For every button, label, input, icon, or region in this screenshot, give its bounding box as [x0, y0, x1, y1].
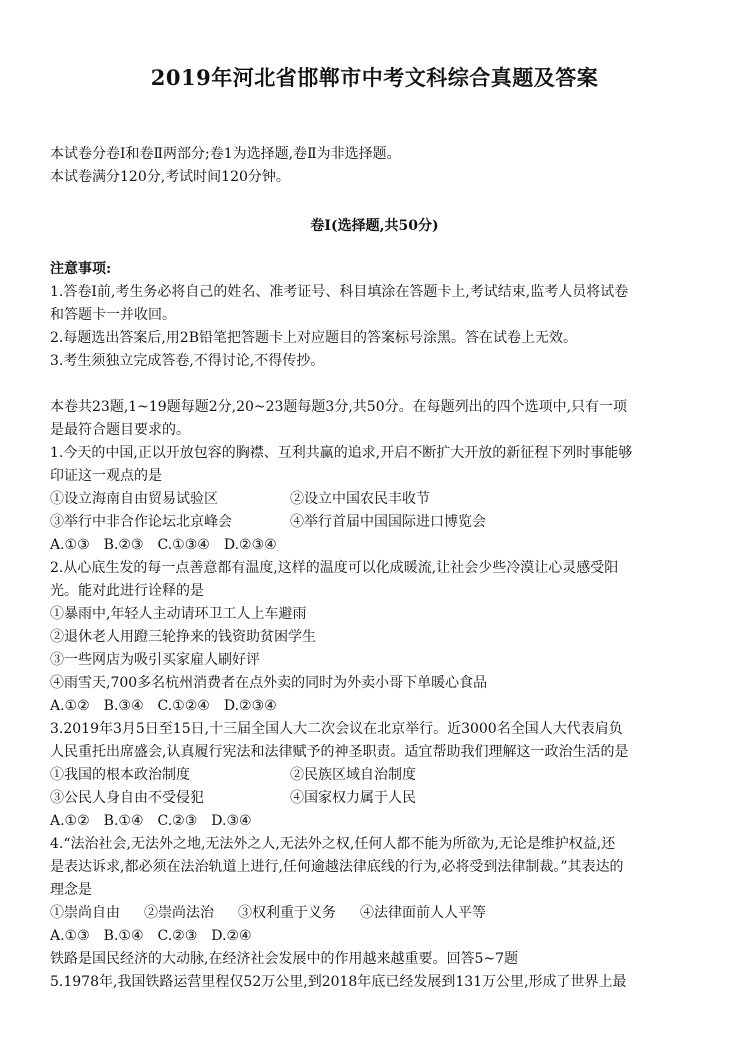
q1-options-row	[50, 488, 700, 511]
intro-line: 本试卷满分120分,考试时间120分钟。	[50, 169, 290, 185]
q4-answer: B.①④	[103, 928, 144, 944]
q1-option: ④举行首届中国国际进口博览会	[290, 514, 486, 530]
q1-answers	[50, 534, 700, 557]
q4-option: ③权利重于义务	[238, 905, 336, 921]
notice-line: 3.考生须独立完成答卷,不得讨论,不得传抄。	[50, 353, 325, 369]
q3-stem: 3.2019年3月5日至15日,十三届全国人大二次会议在北京举行。近3000名全国人大代表肩负	[50, 721, 623, 737]
intro-block	[50, 143, 700, 189]
notice-line: 2.每题选出答案后,用2B铅笔把答题卡上对应题目的答案标号涂黑。答在试卷上无效。	[50, 330, 578, 346]
q3-option: ③公民人身自由不受侵犯	[50, 790, 204, 806]
q5-stem: 5.1978年,我国铁路运营里程仅52万公里,到2018年底已经发展到131万公里,形成了世界上最	[50, 974, 627, 990]
notice-line: 1.答卷Ⅰ前,考生务必将自己的姓名、准考证号、科目填涂在答题卡上,考试结束,监考人员将试卷	[50, 284, 629, 300]
q1-stem: 1.今天的中国,正以开放包容的胸襟、互利共赢的追求,开启不断扩大开放的新征程下列时事能够	[50, 445, 633, 461]
body-block	[50, 258, 700, 994]
intro-line: 本试卷分卷Ⅰ和卷Ⅱ两部分;卷1为选择题,卷Ⅱ为非选择题。	[50, 146, 401, 162]
q4-stem: 理念是	[50, 882, 92, 898]
q3-answer: C.②③	[157, 813, 198, 829]
q2-option: ③一些网店为吸引买家雇人刷好评	[50, 652, 260, 668]
railway-intro: 铁路是国民经济的大动脉,在经济社会发展中的作用越来越重要。回答5~7题	[50, 951, 518, 967]
q3-stem: 人民重托出席盛会,认真履行宪法和法律赋予的神圣职责。适宜帮助我们理解这一政治生活的是	[50, 744, 629, 760]
q2-stem: 光。能对此进行诠释的是	[50, 583, 204, 599]
q4-option: ①崇尚自由	[50, 905, 120, 921]
spacer	[50, 373, 700, 396]
q4-option: ②崇尚法治	[144, 905, 214, 921]
q2-answer: A.①②	[50, 698, 90, 714]
q2-answer: D.②③④	[223, 698, 277, 714]
q1-answer: C.①③④	[157, 537, 210, 553]
q4-option: ④法律面前人人平等	[360, 905, 486, 921]
section-title: 卷Ⅰ(选择题,共50分)	[310, 218, 439, 234]
q3-option: ②民族区域自治制度	[290, 767, 416, 783]
q4-stem: 是表达诉求,都必须在法治轨道上进行,任何逾越法律底线的行为,必将受到法律制裁。”其表达的	[50, 859, 624, 875]
q3-options-row	[50, 764, 700, 787]
q3-options-row	[50, 787, 700, 810]
q3-answer: B.①④	[103, 813, 144, 829]
q3-answer: A.①②	[50, 813, 90, 829]
q3-answers	[50, 810, 700, 833]
notice-heading: 注意事项:	[50, 261, 112, 277]
instructions-line: 是最符合题目要求的。	[50, 422, 190, 438]
q3-option: ④国家权力属于人民	[290, 790, 416, 806]
q4-answers	[50, 925, 700, 948]
q1-options-row	[50, 511, 700, 534]
q2-answer: B.③④	[103, 698, 144, 714]
q1-answer: D.②③④	[223, 537, 277, 553]
q1-answer: B.②③	[103, 537, 144, 553]
notice-line: 和答题卡一并收回。	[50, 307, 176, 323]
q4-answer: D.②④	[211, 928, 252, 944]
q4-answer: A.①③	[50, 928, 90, 944]
q1-answer: A.①③	[50, 537, 90, 553]
q2-option: ④雨雪天,700多名杭州消费者在点外卖的同时为外卖小哥下单暖心食品	[50, 675, 488, 691]
q3-option: ①我国的根本政治制度	[50, 767, 190, 783]
q2-answer: C.①②④	[157, 698, 210, 714]
page-title: 2019年河北省邯郸市中考文科综合真题及答案	[150, 65, 599, 90]
q2-option: ①暴雨中,年轻人主动请环卫工人上车避雨	[50, 606, 307, 622]
q4-answer: C.②③	[157, 928, 198, 944]
q2-stem: 2.从心底生发的每一点善意都有温度,这样的温度可以化成暖流,让社会少些冷漠让心灵感受阳	[50, 560, 619, 576]
q1-option: ①设立海南自由贸易试验区	[50, 491, 218, 507]
q3-answer: D.③④	[211, 813, 252, 829]
q4-stem: 4.“法治社会,无法外之地,无法外之人,无法外之权,任何人都不能为所欲为,无论是维护权益,还	[50, 836, 616, 852]
q2-answers	[50, 695, 700, 718]
q1-option: ③举行中非合作论坛北京峰会	[50, 514, 232, 530]
q1-option: ②设立中国农民丰收节	[290, 491, 430, 507]
q2-option: ②退休老人用蹬三轮挣来的钱资助贫困学生	[50, 629, 316, 645]
instructions-line: 本卷共23题,1~19题每题2分,20~23题每题3分,共50分。在每题列出的四个选项中,只有一项	[50, 399, 628, 415]
q1-stem: 印证这一观点的是	[50, 468, 162, 484]
q4-options-row	[50, 902, 700, 925]
